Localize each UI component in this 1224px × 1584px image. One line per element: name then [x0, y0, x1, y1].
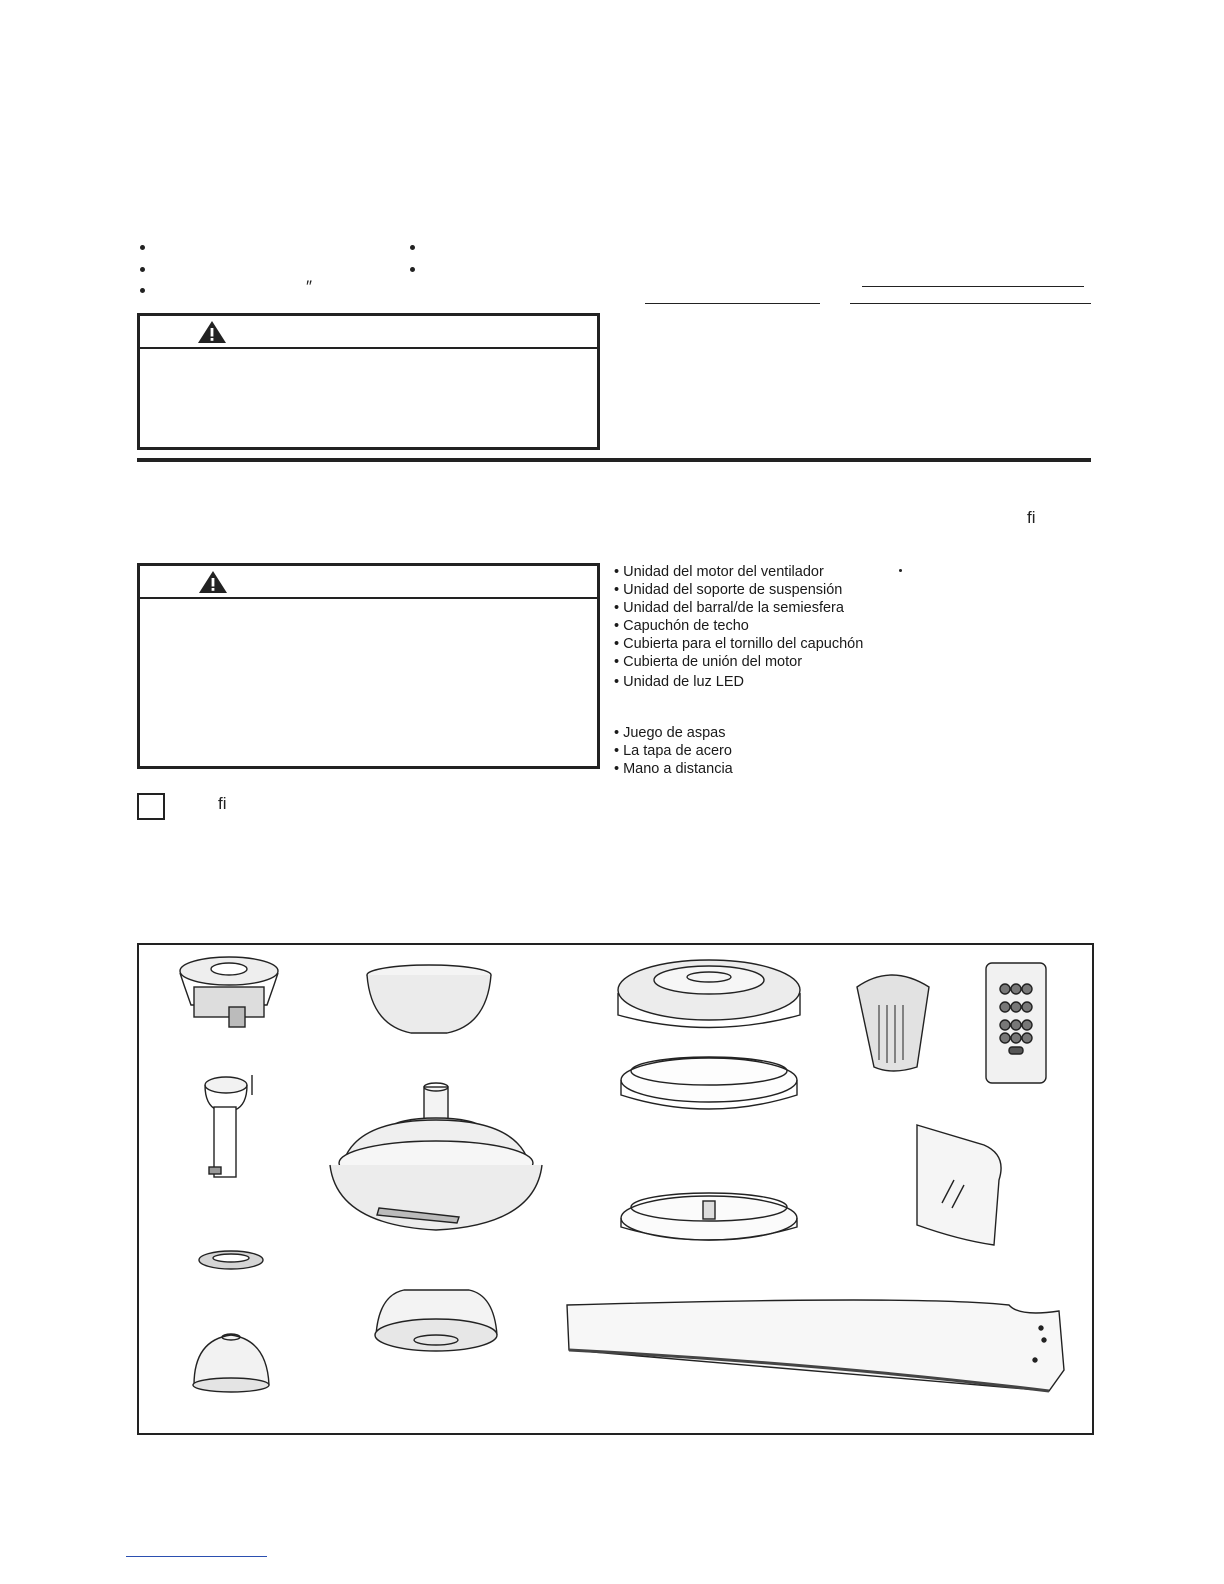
light-cover-illustration — [917, 1125, 1001, 1245]
mounting-ring-illustration — [621, 1193, 797, 1240]
fill-in-line — [850, 303, 1091, 304]
bullet-dot — [140, 245, 145, 250]
downrod-illustration — [205, 1075, 252, 1177]
warning-box — [137, 313, 600, 450]
fill-in-line — [862, 286, 1084, 287]
led-ring-illustration — [621, 1057, 797, 1109]
hanger-bracket-illustration — [180, 957, 278, 1027]
parts-list-group-a — [614, 563, 863, 691]
warning-header — [140, 566, 597, 599]
led-housing-illustration — [618, 960, 800, 1028]
list-item: • Cubierta para el tornillo del capuchón — [614, 636, 864, 652]
ceiling-canopy-cap-illustration — [193, 1334, 269, 1392]
bullet-dot — [410, 245, 415, 250]
list-item: • Cubierta de unión del motor — [614, 654, 803, 670]
warning-box — [137, 563, 600, 769]
parts-illustration — [139, 945, 1092, 1433]
parts-list-group-b — [614, 724, 733, 778]
canopy-illustration — [367, 965, 491, 1033]
fi-glyph: fi — [1027, 508, 1036, 527]
warning-triangle-icon — [198, 570, 228, 594]
section-divider — [137, 458, 1091, 462]
list-item: • Juego de aspas — [614, 725, 726, 741]
fan-blade-illustration — [567, 1300, 1064, 1391]
coupling-cover-illustration — [199, 1251, 263, 1269]
bullet-dot — [140, 267, 145, 272]
parts-illustration-panel — [137, 943, 1094, 1435]
fan-motor-housing-illustration — [330, 1083, 542, 1230]
footer-link-underline[interactable] — [126, 1556, 267, 1557]
list-item: • Capuchón de techo — [614, 618, 749, 634]
bullet-dot — [899, 569, 902, 572]
fi-glyph: fi — [218, 794, 227, 813]
warning-header — [140, 316, 597, 349]
receiver-illustration — [857, 975, 929, 1071]
bullet-dot — [410, 267, 415, 272]
bullet-dot — [140, 288, 145, 293]
warning-triangle-icon — [197, 320, 227, 344]
remote-illustration — [986, 963, 1046, 1083]
list-item: • La tapa de acero — [614, 743, 732, 759]
list-item: • Unidad de luz LED — [614, 674, 745, 690]
list-item: • Unidad del motor del ventilador — [614, 564, 824, 580]
list-item: • Unidad del soporte de suspensión — [614, 582, 843, 598]
steel-cap-illustration — [375, 1290, 497, 1351]
list-item: • Mano a distancia — [614, 761, 733, 777]
list-item: • Unidad del barral/de la semiesfera — [614, 600, 844, 616]
fill-in-line — [645, 303, 820, 304]
checklist-checkbox[interactable] — [137, 793, 165, 820]
inch-mark: ″ — [306, 277, 313, 296]
